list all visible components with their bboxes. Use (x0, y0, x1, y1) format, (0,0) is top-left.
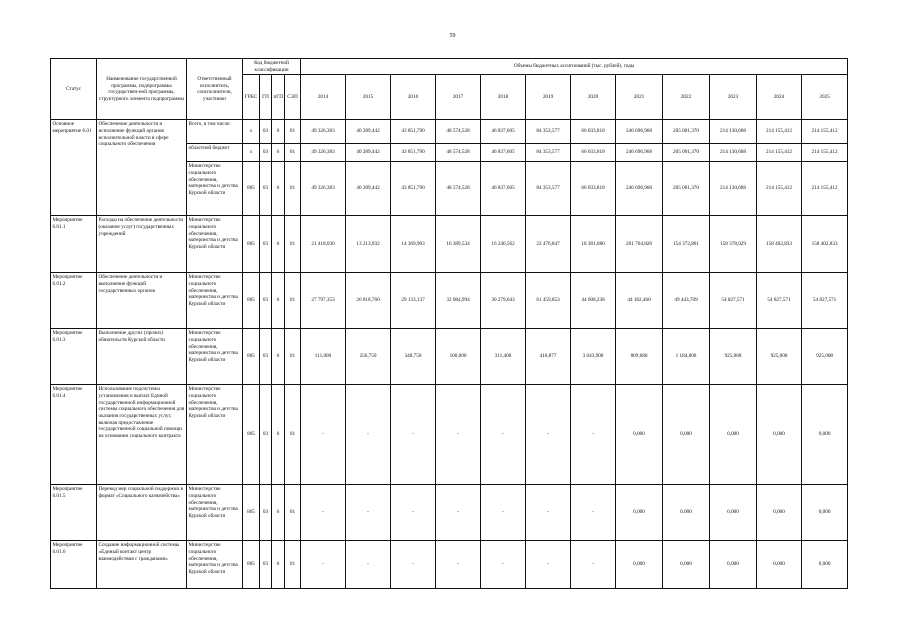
row-code: 03 (260, 273, 272, 329)
header-year-2021: 2021 (616, 75, 663, 120)
row-value: 40 289,442 (346, 120, 391, 144)
row-responsible: Министерство социального обеспечения, материнства и детства Курской области (187, 329, 243, 385)
row-code: 805 (243, 485, 260, 541)
row-code: 805 (243, 273, 260, 329)
row-name: Обеспечение деятельности и выполнение функций государственных органов (97, 273, 187, 329)
header-year-2023: 2023 (710, 75, 757, 120)
row-value: - (346, 485, 391, 541)
header-year-2018: 2018 (481, 75, 526, 120)
row-value: 40 289,442 (346, 144, 391, 162)
table-row (51, 120, 848, 144)
row-value: - (391, 541, 436, 589)
row-value: 66 033,818 (571, 120, 616, 144)
row-value: 16 389,534 (436, 216, 481, 273)
row-code: 6 (272, 541, 285, 589)
row-value: - (301, 385, 346, 485)
row-value: 925,008 (710, 329, 757, 385)
row-code: 6 (272, 120, 285, 144)
row-value: 0,000 (616, 485, 663, 541)
row-value: 0,000 (802, 541, 848, 589)
row-status: Мероприятие 6.01.1 (51, 216, 97, 273)
row-code: х (243, 144, 260, 162)
header-year-2014: 2014 (301, 75, 346, 120)
header-year-2025: 2025 (802, 75, 848, 120)
row-code: 03 (260, 485, 272, 541)
row-code: 03 (260, 216, 272, 273)
row-value: - (571, 385, 616, 485)
row-responsible: Министерство социального обеспечения, материнства и детства Курской области (187, 216, 243, 273)
row-value: - (301, 541, 346, 589)
row-code: х (243, 120, 260, 144)
row-value: 0,000 (802, 485, 848, 541)
row-code: 805 (243, 329, 260, 385)
row-value: - (301, 485, 346, 541)
row-value: 48 574,528 (436, 120, 481, 144)
row-value: - (436, 541, 481, 589)
row-code: 6 (272, 144, 285, 162)
row-value: 46 837,605 (481, 144, 526, 162)
row-value: 22 476,847 (526, 216, 571, 273)
row-responsible: областной бюджет (187, 144, 243, 162)
row-value: 14 369,903 (391, 216, 436, 273)
row-code: 03 (260, 120, 272, 144)
row-value: 0,000 (757, 385, 802, 485)
row-code: 01 (285, 120, 301, 144)
row-code: 6 (272, 485, 285, 541)
row-name: Выполнение других (прочих) обязательств Курской области (97, 329, 187, 385)
table-row (51, 541, 848, 589)
row-value: 0,000 (710, 541, 757, 589)
row-code: 805 (243, 385, 260, 485)
row-status: Мероприятие 6.01.5 (51, 485, 97, 541)
row-responsible: Всего, в том числе: (187, 120, 243, 144)
row-value: 44 182,460 (616, 273, 663, 329)
row-code: 03 (260, 329, 272, 385)
row-value: 26 818,760 (346, 273, 391, 329)
row-value: 0,000 (757, 541, 802, 589)
row-code: 01 (285, 273, 301, 329)
row-value: 809,680 (616, 329, 663, 385)
row-code: 6 (272, 273, 285, 329)
row-status: Мероприятие 6.01.2 (51, 273, 97, 329)
row-value: 43 851,790 (391, 120, 436, 144)
row-responsible: Министерство социального обеспечения, материнства и детства Курской области (187, 273, 243, 329)
row-value: 311,400 (481, 329, 526, 385)
row-value: 246 696,968 (616, 120, 663, 144)
row-value: 214 130,608 (710, 162, 757, 216)
row-value: 54 827,571 (802, 273, 848, 329)
row-value: - (436, 385, 481, 485)
budget-table (50, 58, 848, 589)
row-value: 0,000 (616, 541, 663, 589)
row-responsible: Министерство социального обеспечения, материнства и детства Курской области (187, 485, 243, 541)
row-value: 84 353,577 (526, 120, 571, 144)
row-value: 158 378,029 (710, 216, 757, 273)
row-value: 21 418,030 (301, 216, 346, 273)
row-value: 214 155,412 (802, 162, 848, 216)
header-year-2020: 2020 (571, 75, 616, 120)
row-value: - (481, 385, 526, 485)
row-value: 1 184,800 (663, 329, 710, 385)
row-value: 214 130,608 (710, 120, 757, 144)
table-row (51, 385, 848, 485)
row-value: 3 043,900 (571, 329, 616, 385)
row-code: 805 (243, 216, 260, 273)
row-name: Обеспечение деятельности и исполнение функций органов исполнительной власти в сфере социального обеспечения (97, 120, 187, 216)
row-value: - (346, 541, 391, 589)
row-value: 29 133,137 (391, 273, 436, 329)
row-value: 16 246,562 (481, 216, 526, 273)
row-value: - (526, 485, 571, 541)
row-code: 01 (285, 485, 301, 541)
row-value: 0,000 (710, 485, 757, 541)
row-value: 54 827,571 (710, 273, 757, 329)
row-name: Использование подсистемы установления и выплат Единой государственной информационной системы социального обеспечения для оказания государственных услуг, включая предоставление государственной социальной помощи на основании социального контракта (97, 385, 187, 485)
row-value: 84 353,577 (526, 144, 571, 162)
row-value: 0,000 (757, 485, 802, 541)
row-code: 03 (260, 541, 272, 589)
row-value: 66 033,818 (571, 162, 616, 216)
row-code: 03 (260, 144, 272, 162)
row-value: - (571, 541, 616, 589)
header-code-0: ГРБС (243, 75, 260, 120)
row-value: 18 381,680 (571, 216, 616, 273)
header-volumes: Объемы бюджетных ассигнований (тыс. рублей), годы (301, 59, 848, 75)
row-value: - (526, 385, 571, 485)
row-value: 0,000 (663, 485, 710, 541)
row-code: 03 (260, 162, 272, 216)
header-year-2016: 2016 (391, 75, 436, 120)
row-name: Расходы на обеспечение деятельности (оказание услуг) государственных учреждений (97, 216, 187, 273)
row-status: Мероприятие 6.01.6 (51, 541, 97, 589)
row-value: 246 696,968 (616, 144, 663, 162)
row-code: 01 (285, 329, 301, 385)
row-value: 111,000 (301, 329, 346, 385)
row-code: 03 (260, 385, 272, 485)
row-code: 01 (285, 216, 301, 273)
header-year-2017: 2017 (436, 75, 481, 120)
row-value: 205 001,370 (663, 162, 710, 216)
row-status: Основное мероприятие 6.01 (51, 120, 97, 216)
row-value: 46 837,605 (481, 120, 526, 144)
header-kbk: Код бюджетной классификации (243, 59, 301, 75)
header-name: Наименование государственной программы, подпрограммы государствен-ной программы, структурного элемента подпрограммы (97, 59, 187, 120)
row-value: 205 001,370 (663, 144, 710, 162)
row-name: Создание информационной системы «Единый контакт центр взаимодействия с гражданами» (97, 541, 187, 589)
row-value: - (346, 385, 391, 485)
row-value: 48 574,528 (436, 162, 481, 216)
row-value: 205 001,370 (663, 120, 710, 144)
row-value: 158 402,833 (757, 216, 802, 273)
row-value: 201 704,828 (616, 216, 663, 273)
row-value: 43 851,790 (391, 144, 436, 162)
row-value: - (526, 541, 571, 589)
row-responsible: Министерство социального обеспечения, материнства и детства Курской области (187, 385, 243, 485)
row-code: 01 (285, 162, 301, 216)
row-value: - (391, 385, 436, 485)
header-code-3: СЭП (285, 75, 301, 120)
row-value: 0,000 (616, 385, 663, 485)
row-value: 49 443,709 (663, 273, 710, 329)
row-value: - (481, 485, 526, 541)
row-value: 54 827,571 (757, 273, 802, 329)
row-value: - (481, 541, 526, 589)
row-value: - (391, 485, 436, 541)
row-value: 100,000 (436, 329, 481, 385)
row-value: 214 155,412 (757, 144, 802, 162)
row-value: 246 696,968 (616, 162, 663, 216)
header-code-2: пГП (272, 75, 285, 120)
row-value: - (436, 485, 481, 541)
row-value: 214 155,412 (757, 120, 802, 144)
header-year-2024: 2024 (757, 75, 802, 120)
table-row (51, 485, 848, 541)
header-responsible: Ответственный исполнитель, соисполнители, участники (187, 59, 243, 120)
row-value: 48 574,528 (436, 144, 481, 162)
row-value: 214 155,412 (757, 162, 802, 216)
row-value: 0,000 (802, 385, 848, 485)
row-value: 40 289,442 (346, 162, 391, 216)
row-code: 6 (272, 162, 285, 216)
row-value: 416,877 (526, 329, 571, 385)
row-value: 0,000 (710, 385, 757, 485)
row-code: 6 (272, 329, 285, 385)
row-value: 925,008 (802, 329, 848, 385)
row-code: 01 (285, 144, 301, 162)
header-code-1: ГП (260, 75, 272, 120)
row-value: 925,008 (757, 329, 802, 385)
row-value: 44 608,238 (571, 273, 616, 329)
row-value: 43 851,790 (391, 162, 436, 216)
row-value: 27 797,353 (301, 273, 346, 329)
row-responsible: Министерство социального обеспечения, материнства и детства Курской области (187, 541, 243, 589)
row-value: 0,000 (663, 385, 710, 485)
header-year-2015: 2015 (346, 75, 391, 120)
header-year-2022: 2022 (663, 75, 710, 120)
row-value: 348,750 (391, 329, 436, 385)
page-number: 59 (449, 33, 456, 39)
row-code: 01 (285, 385, 301, 485)
row-value: 49 326,383 (301, 162, 346, 216)
table-row (51, 329, 848, 385)
row-responsible: Министерство социального обеспечения, материнства и детства Курской области (187, 162, 243, 216)
row-value: 32 084,994 (436, 273, 481, 329)
row-value: 49 326,383 (301, 120, 346, 144)
row-code: 6 (272, 216, 285, 273)
header-year-2019: 2019 (526, 75, 571, 120)
row-value: - (571, 485, 616, 541)
row-code: 805 (243, 541, 260, 589)
row-name: Перевод мер социальной поддержки в формат «Социального казначейства» (97, 485, 187, 541)
row-value: 214 155,412 (802, 144, 848, 162)
table-row (51, 273, 848, 329)
row-value: 0,000 (663, 541, 710, 589)
row-value: 214 155,412 (802, 120, 848, 144)
row-value: 46 837,605 (481, 162, 526, 216)
row-code: 6 (272, 385, 285, 485)
row-value: 49 326,383 (301, 144, 346, 162)
row-value: 13 213,932 (346, 216, 391, 273)
row-status: Мероприятие 6.01.4 (51, 385, 97, 485)
row-code: 01 (285, 541, 301, 589)
row-value: 214 130,608 (710, 144, 757, 162)
row-value: 61 459,853 (526, 273, 571, 329)
header-status: Статус (51, 59, 97, 120)
row-value: 84 353,577 (526, 162, 571, 216)
row-value: 66 033,818 (571, 144, 616, 162)
table-row (51, 216, 848, 273)
row-code: 805 (243, 162, 260, 216)
row-value: 154 372,861 (663, 216, 710, 273)
row-value: 256,750 (346, 329, 391, 385)
row-value: 158 402,833 (802, 216, 848, 273)
row-status: Мероприятие 6.01.3 (51, 329, 97, 385)
row-value: 30 279,643 (481, 273, 526, 329)
